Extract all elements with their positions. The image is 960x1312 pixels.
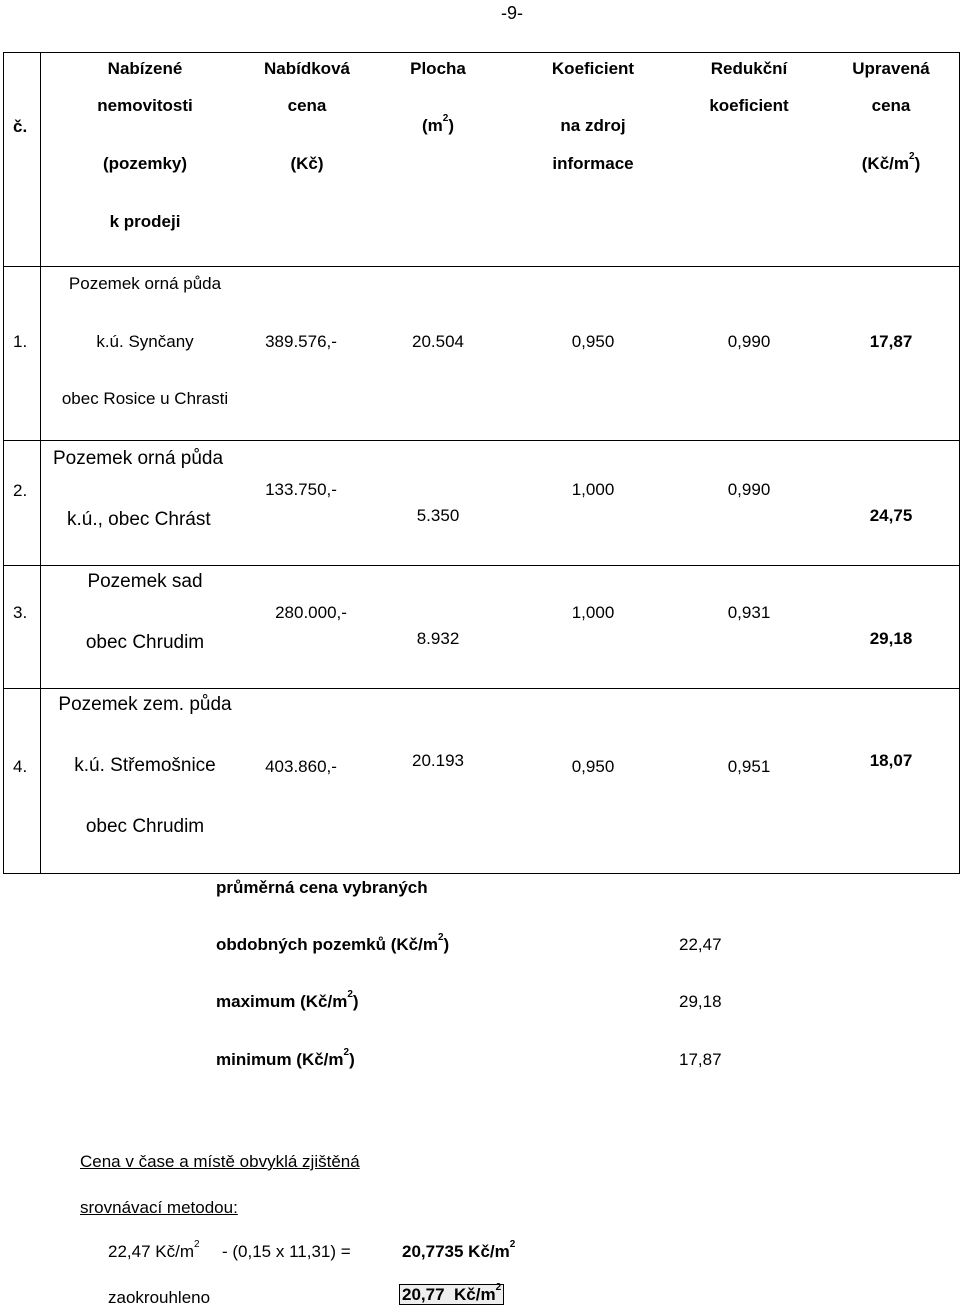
header-col-area: Plocha bbox=[410, 59, 466, 78]
header-col-property: k prodeji bbox=[109, 212, 181, 231]
row-description: Pozemek orná půda bbox=[68, 274, 222, 293]
row-description: Pozemek sad bbox=[87, 571, 203, 592]
page-number: -9- bbox=[501, 3, 523, 23]
calculation-middle: - (0,15 x 11,31) = bbox=[222, 1242, 351, 1261]
header-col-area-unit: $(m^2)$ bbox=[421, 113, 455, 135]
minimum-value: 17,87 bbox=[679, 1050, 722, 1069]
row-number: 4. bbox=[13, 757, 28, 776]
row-number: 1. bbox=[13, 332, 28, 351]
row-reduction: 0,951 bbox=[727, 757, 771, 776]
row-description: obec Chrudim bbox=[85, 632, 205, 653]
header-col-adjusted: cena bbox=[871, 96, 911, 115]
row-description: k.ú., obec Chrást bbox=[67, 509, 211, 530]
row-reduction: 0,931 bbox=[727, 603, 771, 622]
header-col-property: nemovitosti bbox=[97, 96, 193, 115]
row-price: 389.576,- bbox=[265, 332, 337, 351]
header-col-coefficient: informace bbox=[552, 154, 634, 173]
row-adjusted-price: 18,07 bbox=[869, 751, 913, 770]
row-price: 403.860,- bbox=[265, 757, 337, 776]
row-area: 20.504 bbox=[412, 332, 464, 351]
row-number: 2. bbox=[13, 481, 28, 500]
header-col-price: cena bbox=[287, 96, 327, 115]
row-adjusted-price: 17,87 bbox=[869, 332, 913, 351]
rounded-label: zaokrouhleno bbox=[108, 1288, 211, 1307]
header-col-reduction: koeficient bbox=[709, 96, 789, 115]
row-reduction: 0,990 bbox=[727, 480, 771, 499]
row-price: 133.750,- bbox=[265, 480, 337, 499]
maximum-label: maximum $(Kč/m^2)$ bbox=[216, 989, 359, 1011]
calculation-left: 22,47 $Kč/m^2$ bbox=[108, 1239, 200, 1261]
header-col-adjusted-unit: $(Kč/m^2)$ bbox=[861, 151, 921, 173]
conclusion-method: srovnávací metodou: bbox=[80, 1198, 238, 1217]
row-reduction: 0,990 bbox=[727, 332, 771, 351]
header-col-number: č. bbox=[13, 117, 28, 136]
rounded-value: 20,77 $Kč/m^2$ bbox=[399, 1284, 504, 1305]
header-col-property: Nabízené bbox=[107, 59, 183, 78]
row-description: Pozemek orná půda bbox=[53, 448, 224, 469]
row-coefficient: 0,950 bbox=[571, 757, 615, 776]
calculation-result: 20,7735 $Kč/m^2$ bbox=[402, 1239, 516, 1261]
average-value: 22,47 bbox=[679, 935, 722, 954]
header-col-adjusted: Upravená bbox=[852, 59, 930, 78]
header-col-reduction: Redukční bbox=[710, 59, 788, 78]
conclusion-heading: Cena v čase a místě obvyklá zjištěná bbox=[80, 1152, 360, 1171]
row-area: 5.350 bbox=[416, 506, 460, 525]
header-col-coefficient: na zdroj bbox=[560, 116, 626, 135]
row-coefficient: 0,950 bbox=[571, 332, 615, 351]
row-area: 20.193 bbox=[412, 751, 464, 770]
row-number: 3. bbox=[13, 603, 28, 622]
header-col-coefficient: Koeficient bbox=[551, 59, 635, 78]
row-coefficient: 1,000 bbox=[571, 603, 615, 622]
row-description: obec Rosice u Chrasti bbox=[61, 389, 229, 408]
header-col-price: Nabídková bbox=[264, 59, 350, 78]
minimum-label: minimum $(Kč/m^2)$ bbox=[216, 1047, 355, 1069]
row-coefficient: 1,000 bbox=[571, 480, 615, 499]
row-adjusted-price: 24,75 bbox=[869, 506, 913, 525]
header-col-property: (pozemky) bbox=[102, 154, 188, 173]
header-col-price: (Kč) bbox=[290, 154, 324, 173]
row-adjusted-price: 29,18 bbox=[869, 629, 913, 648]
row-description: Pozemek zem. půda bbox=[58, 694, 232, 715]
row-description: k.ú. Synčany bbox=[96, 332, 194, 351]
average-label-unit: obdobných pozemků $(Kč/m^2)$ bbox=[216, 932, 450, 954]
maximum-value: 29,18 bbox=[679, 992, 722, 1011]
average-label: průměrná cena vybraných bbox=[216, 878, 428, 897]
row-description: obec Chrudim bbox=[85, 816, 205, 837]
row-price: 280.000,- bbox=[275, 603, 347, 622]
row-area: 8.932 bbox=[416, 629, 460, 648]
row-description: k.ú. Střemošnice bbox=[74, 755, 216, 776]
